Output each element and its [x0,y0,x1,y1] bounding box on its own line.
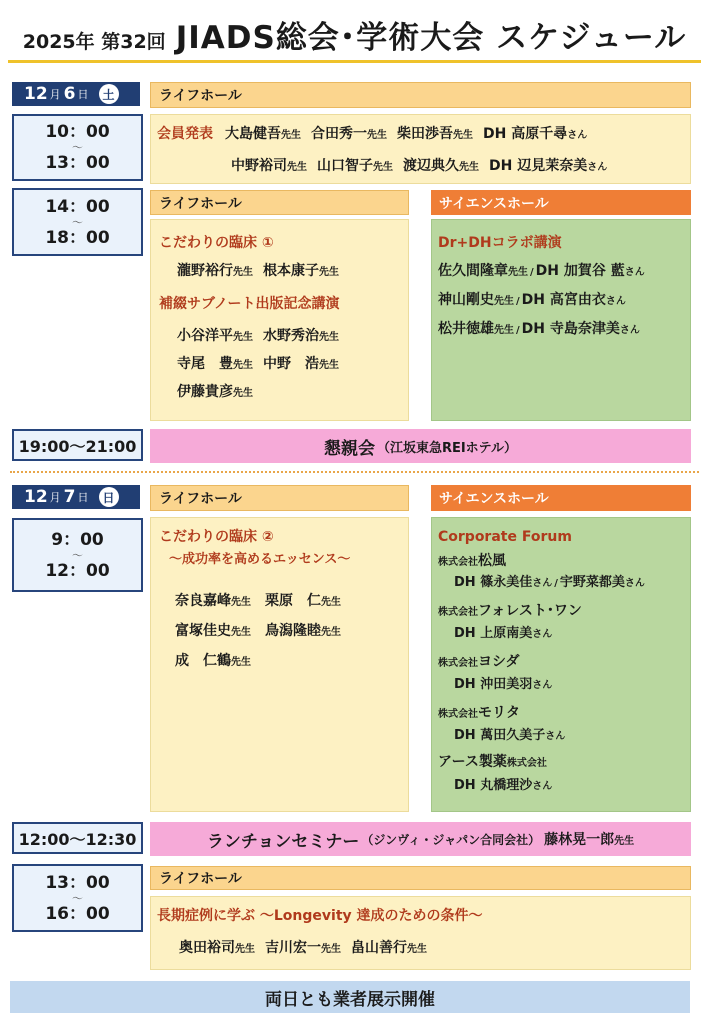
session-title: 長期症例に学ぶ 〜Longevity 達成のための条件〜 [157,908,483,924]
day2-lunch-bar [150,822,691,856]
speaker-name: 中野 浩 [263,356,319,372]
staff-name: 宇野菜都美 [559,575,625,590]
speaker-suffix: 先生 [281,130,301,141]
speaker-line [438,291,626,311]
separator: / [516,325,520,336]
time-start: 9：00 [51,529,104,550]
day2-month-unit: 月 [49,491,61,504]
time-start: 13：00 [45,872,110,893]
speaker-suffix: 先生 [459,162,479,173]
speaker-suffix: 先生 [319,332,339,343]
session-title: Corporate Forum [438,529,572,545]
speaker-name: DH 加賀谷 藍 [535,263,625,279]
company-prefix: 株式会社 [438,607,478,618]
speaker-suffix: 先生 [494,325,514,336]
staff-line [454,625,552,644]
speaker-suffix: さん [624,267,645,278]
day1-day: 6 [63,84,76,104]
speaker-name: 栗原 仁 [265,593,321,609]
separator: / [516,296,520,307]
separator: / [530,267,534,278]
speaker-line [177,355,339,375]
company-name: モリタ [478,705,520,721]
session-title: こだわりの臨床 ② [159,529,274,545]
company-line [438,653,519,673]
day2-lunch-time-box [12,822,143,854]
page-title [0,12,709,57]
speaker-suffix: 先生 [407,944,427,955]
company-name: 松風 [478,553,506,569]
speaker-suffix: 先生 [367,130,387,141]
speaker-line [175,622,341,642]
staff-name: DH 上原南美 [454,626,533,641]
staff-name: DH 萬田久美子 [454,728,546,743]
staff-suffix: さん [624,578,645,589]
day1-party-bar [150,429,691,463]
staff-line [454,777,552,796]
speaker-name: 畠山善行 [351,940,407,956]
staff-suffix: さん [545,731,566,742]
staff-name: DH 沖田美羽 [454,677,533,692]
day2-s1-time-box [12,518,143,592]
separator: / [554,578,558,589]
speaker-name: 松井徳雄 [438,321,494,337]
hall-label: サイエンスホール [439,491,549,507]
speaker-name: 鳥潟隆睦 [265,623,321,639]
day1-s1-panel [150,114,691,184]
speaker-line [175,592,341,612]
speaker-name: 神山剛史 [438,292,494,308]
lunch-title: ランチョンセミナー [206,831,360,852]
staff-name: DH 篠永美佳 [454,575,533,590]
lunch-org: （ジンヴィ・ジャパン合同会社） [361,832,541,847]
speaker-line [438,262,645,282]
party-venue: （江坂東急REIホテル） [376,440,518,456]
day2-s2-panel [150,896,691,970]
speaker-suffix: 先生 [373,162,393,173]
speaker-suffix: さん [587,162,608,173]
day1-weekday-badge: 土 [99,84,119,104]
speaker-name: DH 寺島奈津美 [521,321,620,337]
company-name: ヨシダ [478,654,520,670]
title-main: JIADS総会･学術大会 スケジュール [175,20,687,56]
speaker-name: DH 高宮由衣 [521,292,606,308]
day1-party-time-box [12,429,143,461]
speaker-suffix: 先生 [494,296,514,307]
day1-s1-time-box [12,114,143,181]
speaker-name: 渡辺典久 [403,158,459,174]
staff-line [454,676,552,695]
speaker-name: 吉川宏一 [265,940,321,956]
time-tilde: 〜 [72,215,83,229]
day1-day-unit: 日 [77,88,89,101]
day1-date-tag [12,82,140,106]
speaker-suffix: 先生 [319,267,339,278]
speaker-line [177,327,339,347]
speaker-suffix: 先生 [231,627,251,638]
day2-s2-time-box [12,864,143,932]
staff-suffix: さん [532,629,553,640]
staff-name: DH 丸橋理沙 [454,778,533,793]
staff-line [454,727,565,746]
lunch-time: 12:00〜12:30 [18,829,137,849]
company-line [438,602,582,622]
title-rule [8,60,701,63]
session-label: 会員発表 [157,126,213,142]
speaker-name: 大島健吾 [225,126,281,142]
session-title: こだわりの臨床 ① [159,235,274,251]
speaker-suffix: 先生 [287,162,307,173]
day2-s2-hall-header [150,866,691,890]
staff-suffix: さん [532,578,553,589]
day2-day-unit: 日 [77,491,89,504]
day1-month-unit: 月 [49,88,61,101]
speaker-line [175,652,251,672]
speaker-name: 小谷洋平 [177,328,233,344]
speaker-suffix: さん [619,325,640,336]
speaker-name: 山口智子 [317,158,373,174]
company-line [438,753,547,773]
speaker-suffix: 先生 [321,597,341,608]
member-presentation-row1 [157,125,587,145]
speaker-name: 瀧野裕行 [177,263,233,279]
speaker-line [177,262,339,282]
day1-s2-science-panel [431,219,691,421]
speaker-name: DH 辺見茉奈美 [489,158,588,174]
time-end: 18：00 [45,227,110,248]
hall-label: ライフホール [159,195,242,212]
hall-label: ライフホール [159,491,242,507]
staff-line [454,574,645,593]
day1-s2-life-hall-header [150,190,409,215]
day2-date-tag [12,485,140,509]
day1-month: 12 [24,84,48,104]
session-subtitle: 〜成功率を高めるエッセンス〜 [169,552,351,567]
day1-s1-hall-label: ライフホール [159,88,242,104]
time-start: 14：00 [45,196,110,217]
day2-s1-life-hall-header [150,485,409,511]
title-prefix: 2025年 第32回 [22,31,166,53]
speaker-suffix: 先生 [453,130,473,141]
speaker-name: 根本康子 [263,263,319,279]
exhibition-banner [10,981,690,1013]
speaker-suffix: 先生 [233,267,253,278]
session-title: Dr+DHコラボ講演 [438,235,562,251]
company-prefix: 株式会社 [438,658,478,669]
company-name: アース製薬 [438,754,507,770]
day1-s2-time-box [12,188,143,256]
speaker-name: 奥田裕司 [179,940,235,956]
speaker-name: 寺尾 豊 [177,356,233,372]
speaker-suffix: 先生 [233,360,253,371]
speaker-suffix: 先生 [319,360,339,371]
time-tilde: 〜 [72,141,83,154]
party-title: 懇親会 [323,438,375,459]
speaker-suffix: 先生 [233,388,253,399]
time-end: 13：00 [45,153,110,173]
company-line [438,552,506,572]
exhibition-note: 両日とも業者展示開催 [265,989,435,1010]
speaker-name: 水野秀治 [263,328,319,344]
staff-suffix: さん [532,680,553,691]
speaker-suffix: 先生 [233,332,253,343]
lunch-speaker: 藤林晃一郎 [544,832,615,848]
speaker-suffix: 先生 [235,944,255,955]
time-end: 16：00 [45,903,110,924]
speaker-name: 富塚佳史 [175,623,231,639]
speaker-suffix: 先生 [231,657,251,668]
speaker-suffix: さん [605,296,626,307]
speaker-suffix: 先生 [321,627,341,638]
speaker-name: 佐久間隆章 [438,263,508,279]
day1-s2-science-hall-header [431,190,691,215]
speaker-line [177,383,253,403]
time-end: 12：00 [45,560,110,581]
speaker-line [438,320,640,340]
day2-day: 7 [63,487,76,507]
day2-s1-science-panel [431,517,691,812]
company-name: フォレスト･ワン [478,603,582,619]
session-title: 補綴サブノート出版記念講演 [159,296,340,312]
speaker-name: 伊藤貴彦 [177,384,233,400]
time-start: 10：00 [45,122,110,142]
company-prefix: 株式会社 [438,709,478,720]
speaker-line [179,939,427,959]
speaker-name: 成 仁鶴 [175,653,231,669]
company-line [438,704,520,724]
member-presentation-row2 [231,157,607,177]
company-suffix: 株式会社 [506,758,547,769]
speaker-name: DH 高原千尋 [483,126,568,142]
speaker-suffix: 先生 [231,597,251,608]
day2-month: 12 [24,487,48,507]
time-tilde: 〜 [72,891,83,905]
staff-suffix: さん [532,781,553,792]
speaker-name: 奈良嘉峰 [175,593,231,609]
day2-weekday-badge: 日 [99,487,119,507]
day-divider [10,471,699,473]
speaker-suffix: 先生 [321,944,341,955]
speaker-name: 中野裕司 [231,158,287,174]
hall-label: ライフホール [159,871,242,887]
time-tilde: 〜 [72,548,83,562]
company-prefix: 株式会社 [438,557,478,568]
speaker-name: 柴田渉吾 [397,126,453,142]
lunch-speaker-suffix: 先生 [614,835,635,847]
speaker-name: 合田秀一 [311,126,367,142]
party-time: 19:00〜21:00 [18,436,137,456]
day1-s1-hall-header [150,82,691,108]
day1-s2-life-panel [150,219,409,421]
day2-s1-science-hall-header [431,485,691,511]
day2-s1-life-panel [150,517,409,812]
speaker-suffix: 先生 [508,267,528,278]
speaker-suffix: さん [567,130,588,141]
hall-label: サイエンスホール [439,195,549,212]
